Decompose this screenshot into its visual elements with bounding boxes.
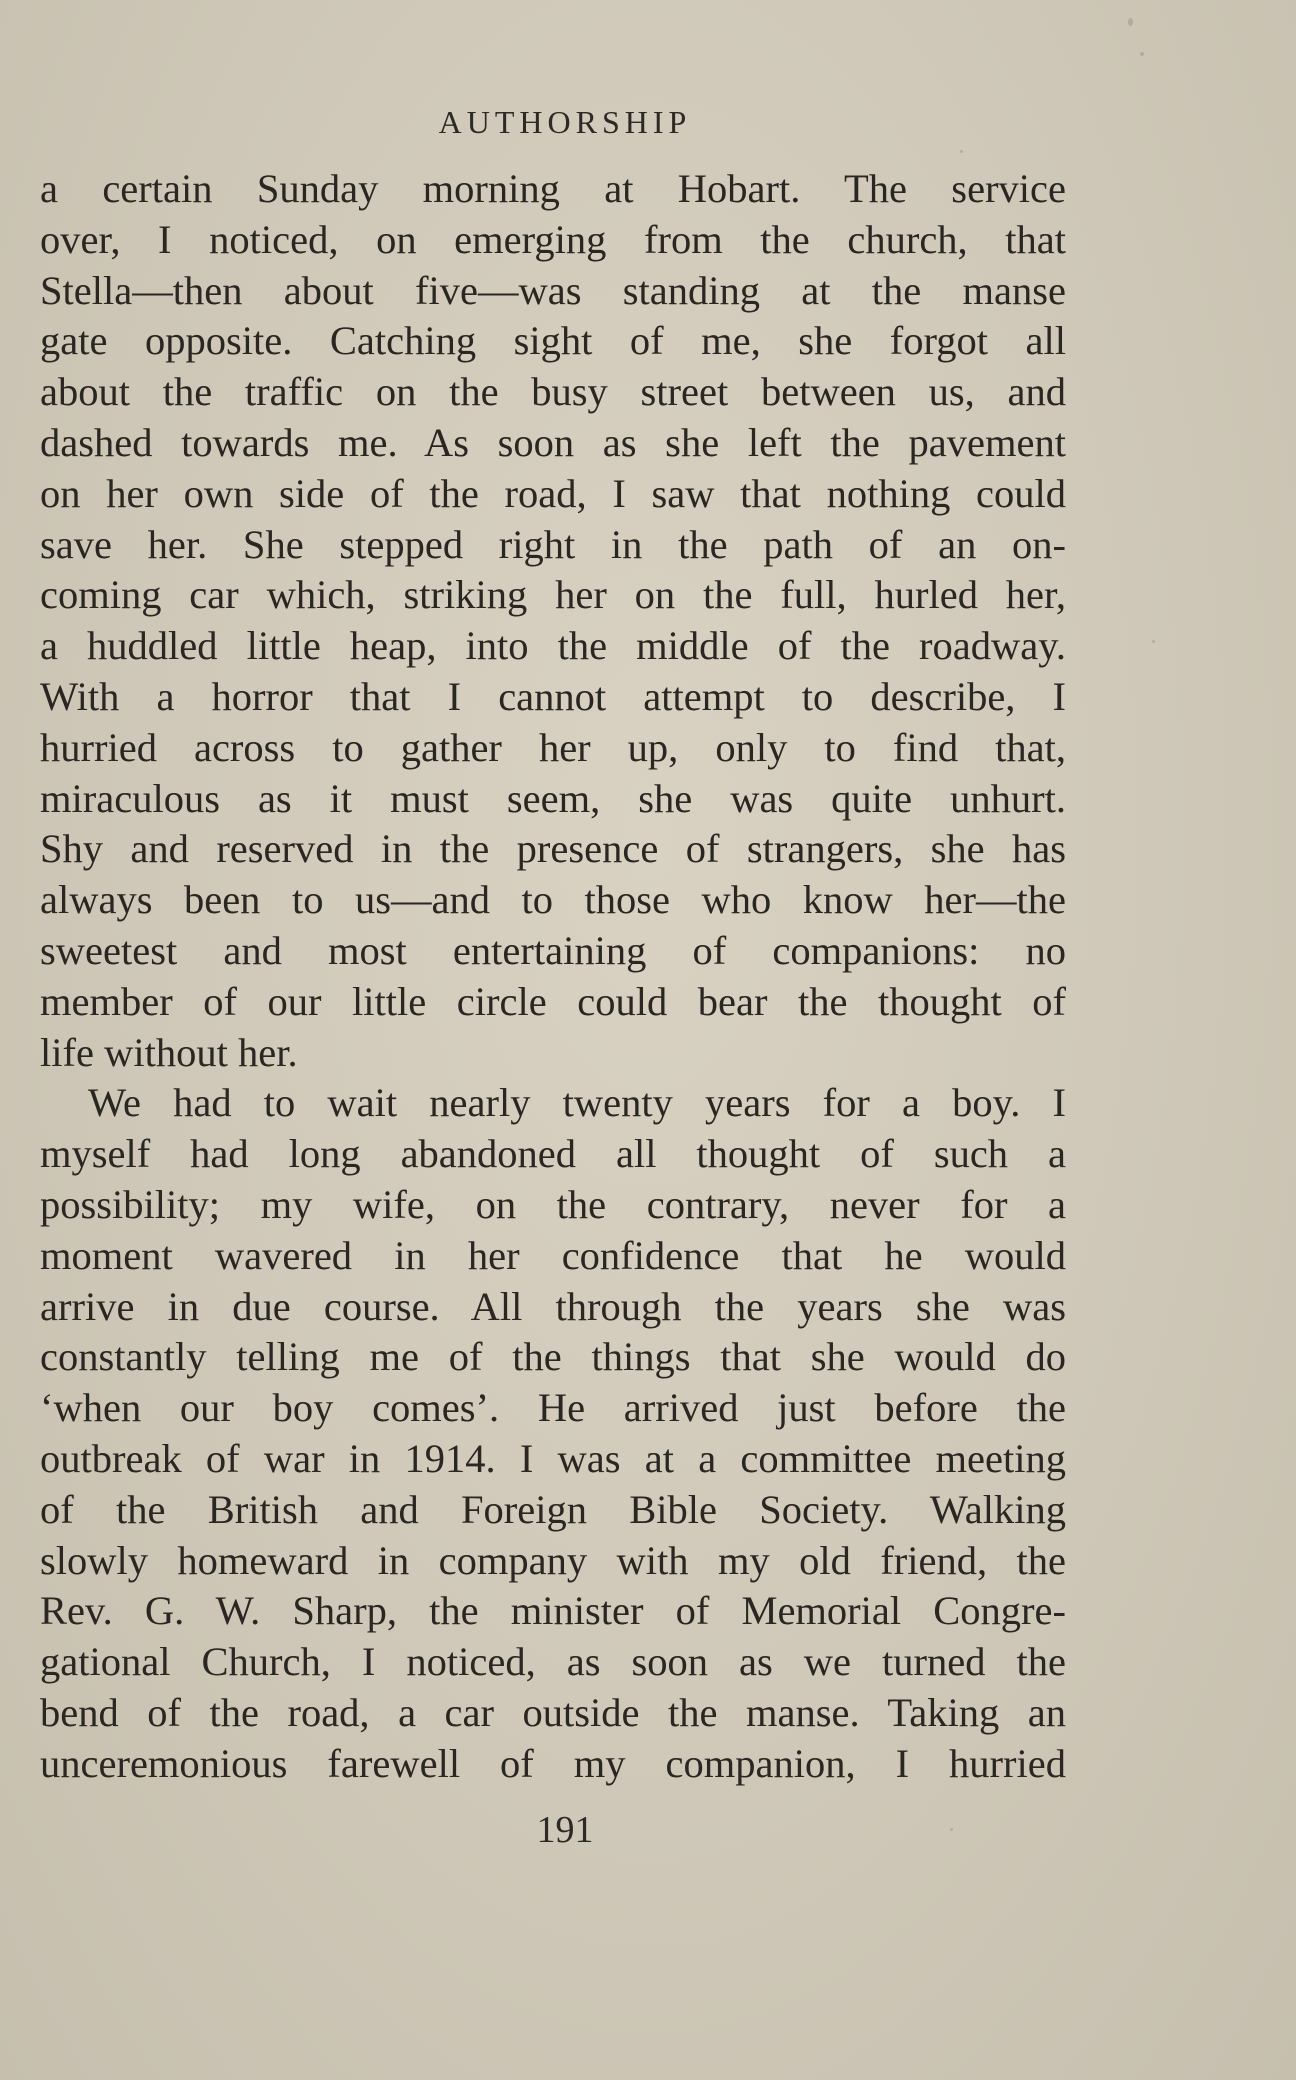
paper-speck [1152,640,1155,643]
text-line: over, I noticed, on emerging from the church, that [40,216,1066,262]
text-line: gational Church, I noticed, as soon as we turned the [40,1639,1066,1685]
paragraph-1 [40,164,1066,1078]
text-line: gate opposite. Catching sight of me, she forgot all [40,318,1066,364]
paper-speck [960,150,963,153]
paper-speck [1128,18,1133,26]
text-line: about the traffic on the busy street between us, and [40,369,1066,415]
text-line: miraculous as it must seem, she was quite unhurt. [40,775,1066,821]
text-line: on her own side of the road, I saw that nothing could [40,470,1066,516]
text-line: unceremonious farewell of my companion, I hurried [40,1740,1066,1786]
text-line: myself had long abandoned all thought of such a [40,1131,1066,1177]
text-line: coming car which, striking her on the full, hurled her, [40,572,1066,618]
page-number: 191 [536,1809,594,1851]
text-line: With a horror that I cannot attempt to describe, I [40,673,1066,719]
text-line: Shy and reserved in the presence of strangers, she has [40,826,1066,872]
text-line: Rev. G. W. Sharp, the minister of Memorial Congre- [40,1588,1066,1634]
text-line: ‘when our boy comes’. He arrived just before the [40,1385,1066,1431]
running-header: AUTHORSHIP [438,104,692,140]
text-line: arrive in due course. All through the years she was [40,1283,1066,1329]
text-line: possibility; my wife, on the contrary, never for a [40,1181,1066,1227]
text-line: slowly homeward in company with my old friend, the [40,1537,1066,1583]
text-line: We had to wait nearly twenty years for a boy. I [88,1080,1066,1126]
text-line: save her. She stepped right in the path of an on- [40,521,1066,567]
text-line: outbreak of war in 1914. I was at a committee meeting [40,1435,1066,1481]
text-line: Stella—then about five—was standing at the manse [40,267,1066,313]
text-line: sweetest and most entertaining of companions: no [40,927,1066,973]
text-line: hurried across to gather her up, only to find that, [40,724,1066,770]
text-line: dashed towards me. As soon as she left the pavement [40,419,1066,465]
text-line: a huddled little heap, into the middle of the roadway. [40,623,1066,669]
paper-speck [1140,52,1144,56]
paragraph-2 [40,1078,1066,1789]
text-line: life without her. [40,1029,298,1075]
text-line: bend of the road, a car outside the manse. Taking an [40,1689,1066,1735]
text-line: moment wavered in her confidence that he would [40,1232,1066,1278]
body-text [40,164,1066,1790]
text-line: member of our little circle could bear the thought of [40,978,1066,1024]
text-line: constantly telling me of the things that she would do [40,1334,1066,1380]
text-line: of the British and Foreign Bible Society. Walking [40,1486,1066,1532]
text-line: a certain Sunday morning at Hobart. The service [40,166,1066,211]
text-line: always been to us—and to those who know her—the [40,877,1066,923]
